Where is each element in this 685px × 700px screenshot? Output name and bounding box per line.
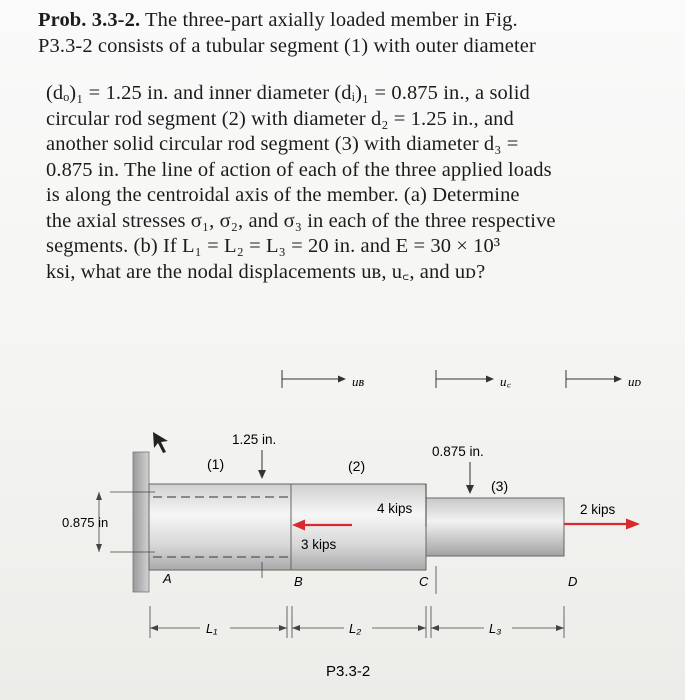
- problem-line-2: P3.3-2 consists of a tubular segment (1) with outer diameter: [38, 34, 536, 57]
- node-a-label: A: [163, 571, 172, 586]
- displacement-arrow-uB: [282, 370, 365, 389]
- problem-line-1: [38, 8, 673, 34]
- problem-text-line: 0.875 in. The line of action of each of the three applied loads: [46, 158, 552, 181]
- fixed-wall-support: [133, 452, 149, 592]
- segment-1-label: (1): [207, 456, 225, 472]
- segment-2-label: (2): [348, 458, 366, 474]
- problem-text-line: is along the centroidal axis of the member. (a) Determine: [46, 184, 520, 206]
- dim-125-label: 1.25 in.: [232, 432, 277, 447]
- uB-label: uʙ: [352, 374, 365, 389]
- load-4-label: 4 kips: [377, 501, 413, 516]
- length-l2-label: L₂: [349, 621, 362, 636]
- problem-text-line: (dₒ)₁ = 1.25 in. and inner diameter (dᵢ)₁ = 0.875 in., a solid: [46, 82, 530, 104]
- length-l3-label: L₃: [489, 621, 502, 636]
- node-c-label: C: [419, 574, 429, 589]
- dim-0875-left-label: 0.875 in: [62, 515, 109, 530]
- figure-caption: P3.3-2: [326, 663, 371, 680]
- problem-statement: [38, 8, 673, 285]
- problem-text-line: circular rod segment (2) with diameter d₂ = 1.25 in., and: [46, 107, 514, 130]
- segment-3-label: (3): [491, 478, 509, 494]
- figure-p3-3-2: [0, 345, 685, 700]
- load-2-kips-arrow: [564, 502, 640, 530]
- problem-text-line: segments. (b) If L₁ = L₂ = L₃ = 20 in. and E = 30 × 10³: [46, 235, 501, 257]
- length-l1-label: L₁: [206, 621, 218, 636]
- load-3-label: 3 kips: [301, 537, 337, 552]
- displacement-arrow-uC: [436, 370, 512, 389]
- load-2-label: 2 kips: [580, 502, 616, 517]
- problem-paragraph-2: [38, 81, 673, 285]
- problem-text-line: The three-part axially loaded member in Fig.: [145, 9, 518, 31]
- length-dimensions: [150, 606, 564, 638]
- problem-text-line: another solid circular rod segment (3) with diameter d₃ =: [46, 133, 519, 155]
- uC-label: u꜀: [500, 374, 511, 389]
- node-d-label: D: [568, 574, 578, 589]
- mouse-cursor-icon: [153, 432, 168, 453]
- uD-label: uᴅ: [628, 374, 642, 389]
- displacement-arrow-uD: [566, 370, 642, 389]
- problem-text-line: ksi, what are the nodal displacements uʙ, u꜀, and uᴅ?: [46, 260, 486, 283]
- segment-3-rod: [426, 498, 564, 556]
- problem-heading: Prob. 3.3-2.: [38, 9, 141, 31]
- node-b-label: B: [294, 574, 303, 589]
- dim-0875-top-label: 0.875 in.: [432, 444, 484, 459]
- segment-1-tube: [149, 484, 291, 570]
- problem-text-line: the axial stresses σ₁, σ₂, and σ₃ in each of the three respective: [46, 209, 556, 232]
- segment-2-rod: [291, 484, 426, 570]
